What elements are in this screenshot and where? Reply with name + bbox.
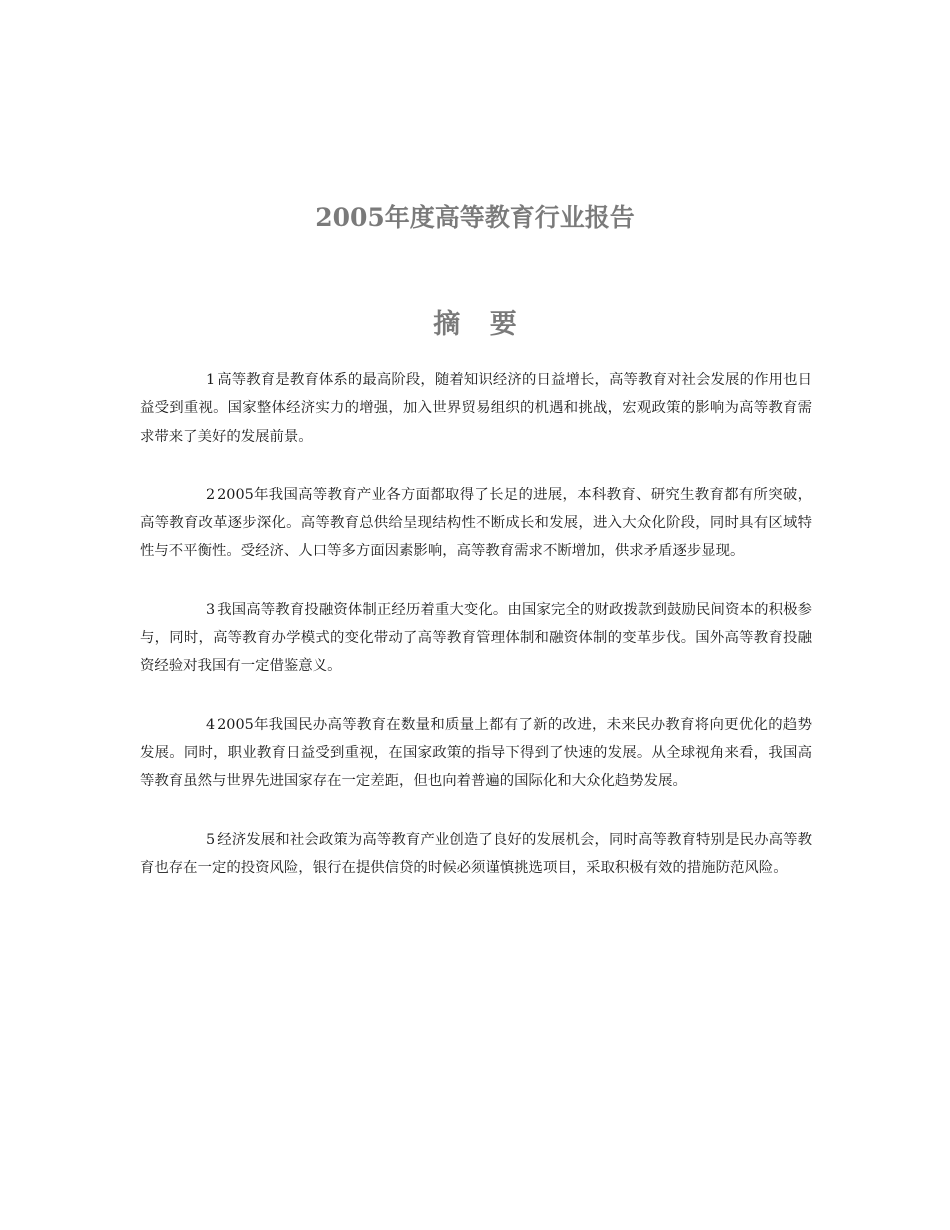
paragraph-number: 3 (206, 601, 216, 618)
abstract-body (140, 366, 812, 912)
paragraph-text: 经济发展和社会政策为高等教育产业创造了良好的发展机会，同时高等教育特别是民办高等教育也存在一定的投资风险，银行在提供信贷的时候必须谨慎挑选项目，采取积极有效的措施防范风险。 (140, 831, 812, 876)
paragraph-number: 5 (206, 831, 216, 848)
paragraph-number: 1 (206, 372, 216, 388)
abstract-paragraph-3 (140, 596, 812, 681)
abstract-paragraph-1 (140, 366, 812, 451)
abstract-paragraph-5 (140, 826, 812, 883)
abstract-heading: 摘 要 (433, 309, 527, 340)
abstract-paragraph-4 (140, 711, 812, 796)
paragraph-text: 2005年我国民办高等教育在数量和质量上都有了新的改进，未来民办教育将向更优化的趋势发展。同时，职业教育日益受到重视，在国家政策的指导下得到了快速的发展。从全球视角来看，我国高等教育虽然与世界先进国家存在一定差距，但也向着普遍的国际化和大众化趋势发展。 (140, 716, 812, 790)
paragraph-number: 4 (206, 716, 216, 733)
report-title: 2005年度高等教育行业报告 (315, 203, 635, 232)
abstract-paragraph-2 (140, 481, 812, 566)
paragraph-text: 2005年我国高等教育产业各方面都取得了长足的进展，本科教育、研究生教育都有所突破，高等教育改革逐步深化。高等教育总供给呈现结构性不断成长和发展，进入大众化阶段，同时具有区域特性与不平衡性。受经济、人口等多方面因素影响，高等教育需求不断增加，供求矛盾逐步显现。 (140, 486, 812, 560)
paragraph-number: 2 (206, 486, 216, 503)
paragraph-text: 高等教育是教育体系的最高阶段，随着知识经济的日益增长，高等教育对社会发展的作用也日益受到重视。国家整体经济实力的增强，加入世界贸易组织的机遇和挑战，宏观政策的影响为高等教育需求带来了美好的发展前景。 (140, 372, 812, 445)
paragraph-text: 我国高等教育投融资体制正经历着重大变化。由国家完全的财政拨款到鼓励民间资本的积极参与，同时，高等教育办学模式的变化带动了高等教育管理体制和融资体制的变革步伐。国外高等教育投融资经验对我国有一定借鉴意义。 (140, 601, 812, 675)
